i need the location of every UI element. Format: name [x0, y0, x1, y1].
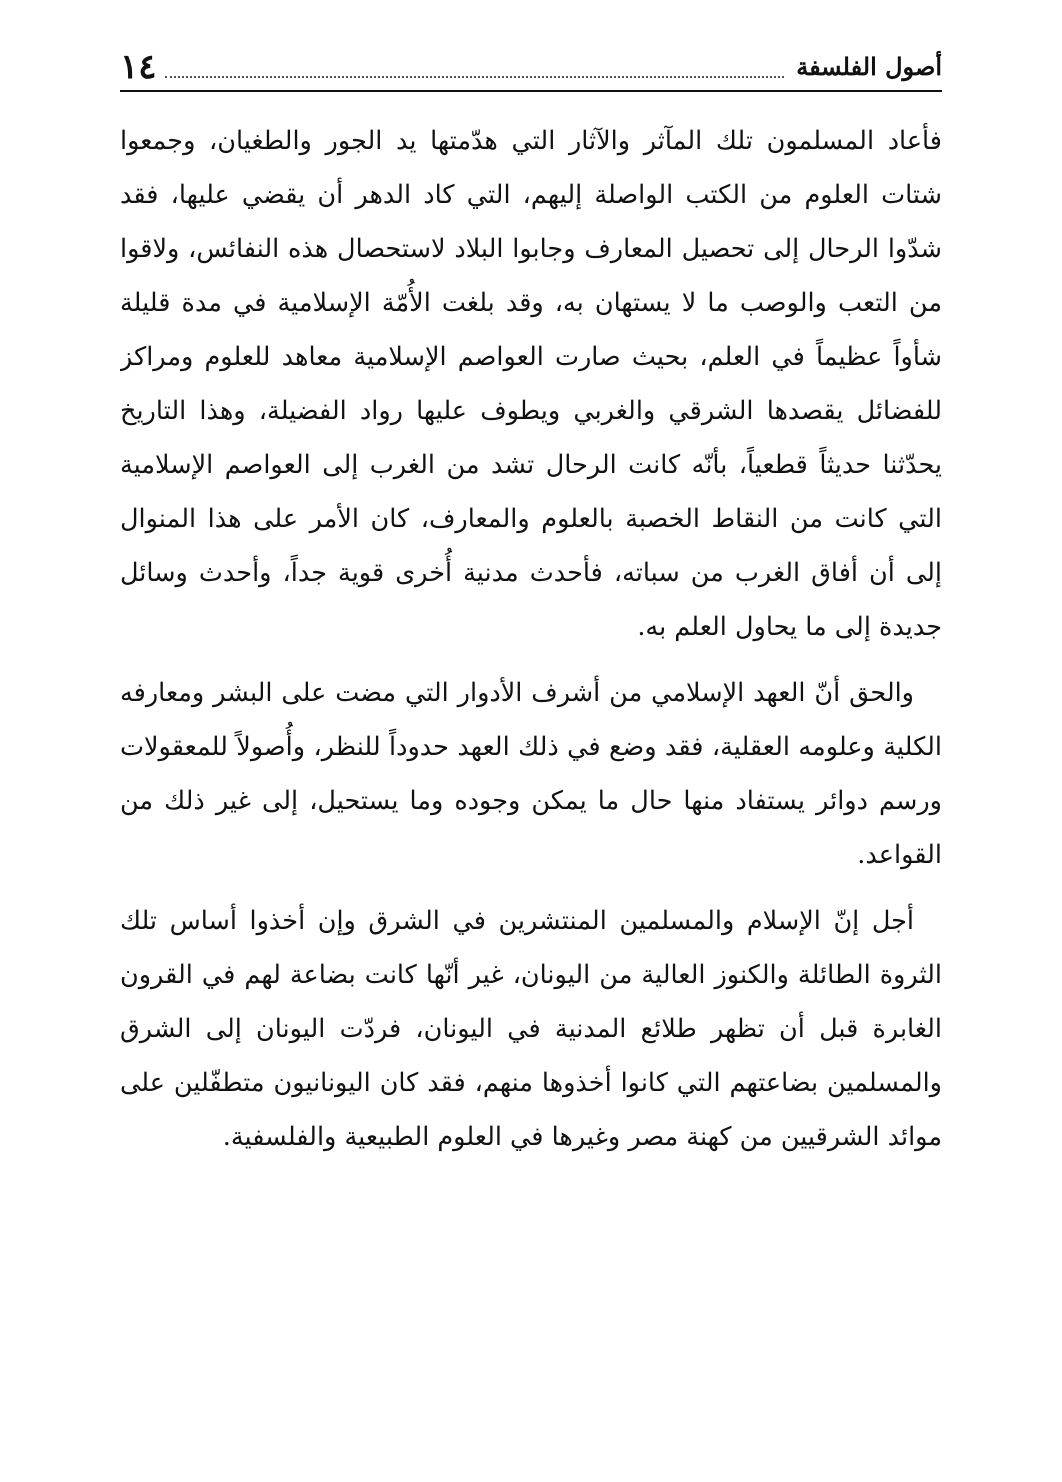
- body-text: [120, 114, 942, 1354]
- dotted-leader: [165, 76, 785, 78]
- page-number: ١٤: [120, 47, 157, 87]
- paragraph-2: والحق أنّ العهد الإسلامي من أشرف الأدوار التي مضت على البشر ومعارفه الكلية وعلومه العقلية، فقد وضع في ذلك العهد حدوداً للنظر، وأُصولاً للمعقولات ورسم دوائر يستفاد منها حال ما يمكن وجوده وما يستحيل، إلى غير ذلك من القواعد.: [120, 678, 942, 870]
- running-title: أصول الفلسفة: [796, 52, 942, 81]
- running-header: [120, 48, 942, 92]
- header-title-group: [157, 52, 942, 83]
- paragraph-1: فأعاد المسلمون تلك المآثر والآثار التي هدّمتها يد الجور والطغيان، وجمعوا شتات العلوم من الكتب الواصلة إليهم، التي كاد الدهر أن يقضي عليها، فقد شدّوا الرحال إلى تحصيل المعارف وجابوا البلاد لاستحصال هذه النفائس، ولاقوا من التعب والوصب ما لا يستهان به، وقد بلغت الأُمّة الإسلامية في مدة قليلة شأواً عظيماً في العلم، بحيث صارت العواصم الإسلامية معاهد للعلوم ومراكز للفضائل يقصدها الشرقي والغربي ويطوف عليها رواد الفضيلة، وهذا التاريخ يحدّثنا حديثاً قطعياً، بأنّه كانت الرحال تشد من الغرب إلى العواصم الإسلامية التي كانت من النقاط الخصبة بالعلوم والمعارف، كان الأمر على هذا المنوال إلى أن أفاق الغرب من سباته، فأحدث مدنية أُخرى قوية جداً، وأحدث وسائل جديدة إلى ما يحاول العلم به.: [120, 126, 942, 642]
- paragraph-3: أجل إنّ الإسلام والمسلمين المنتشرين في الشرق وإن أخذوا أساس تلك الثروة الطائلة والكنوز العالية من اليونان، غير أنّها كانت بضاعة لهم في القرون الغابرة قبل أن تظهر طلائع المدنية في اليونان، فردّت اليونان إلى الشرق والمسلمين بضاعتهم التي كانوا أخذوها منهم، فقد كان اليونانيون متطفّلين على موائد الشرقيين من كهنة مصر وغيرها في العلوم الطبيعية والفلسفية.: [120, 906, 942, 1152]
